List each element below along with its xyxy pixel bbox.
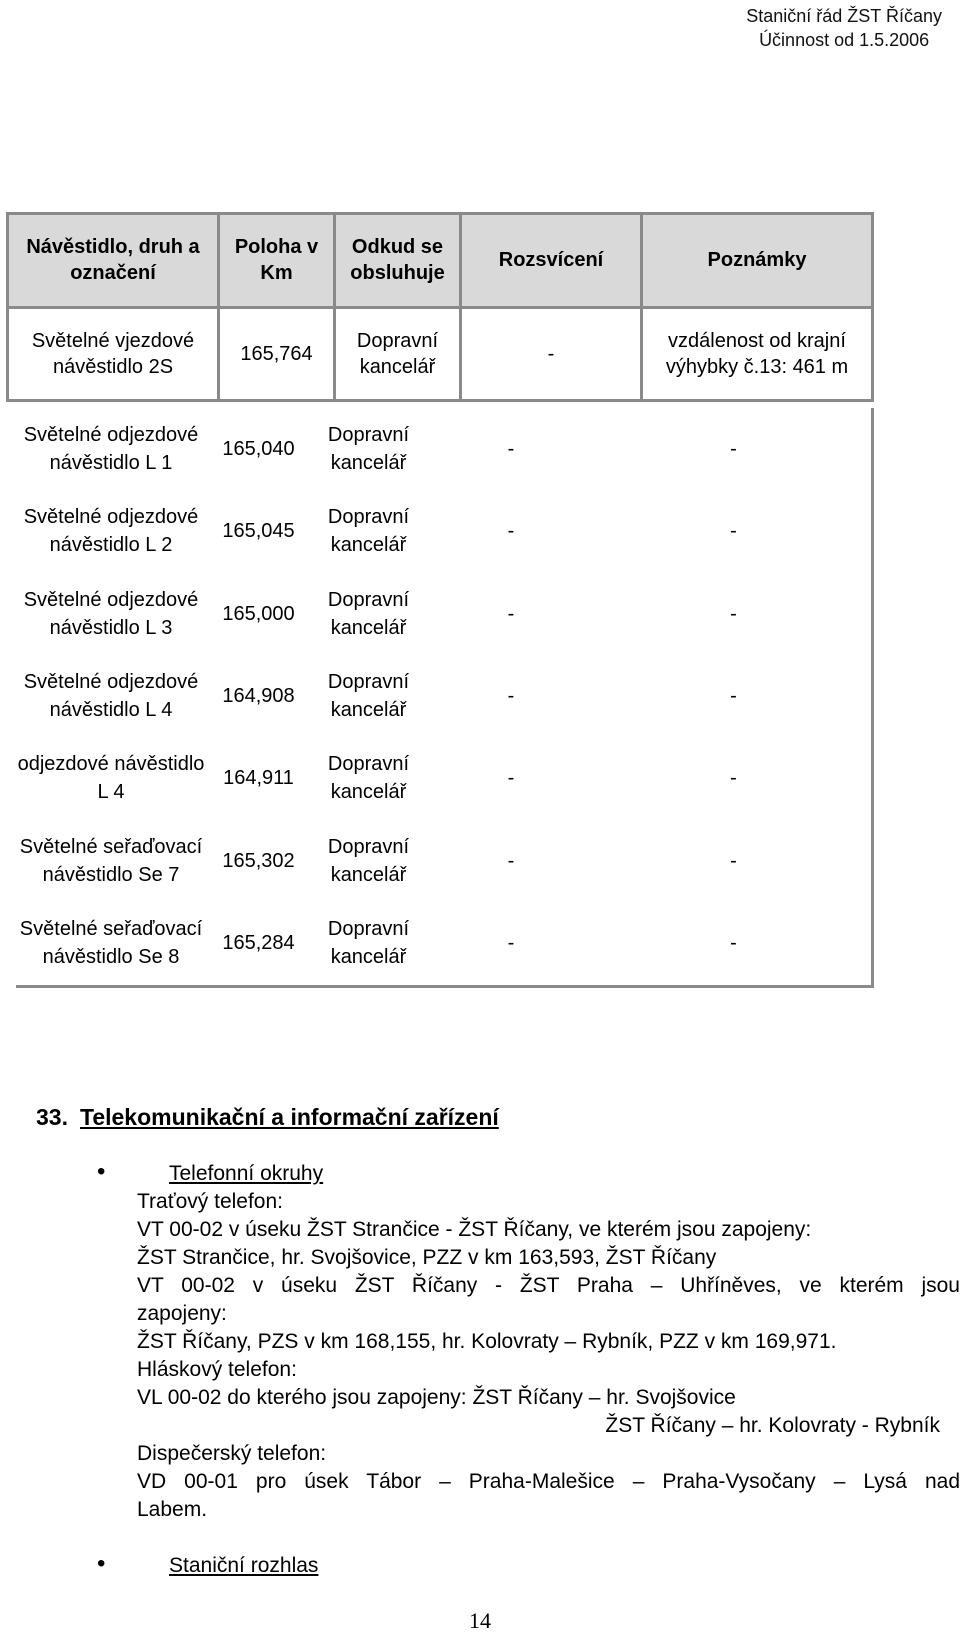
table-header-row [8,214,873,308]
signal-name: Světelné odjezdové návěstidlo L 2 [23,506,199,557]
page-number: 14 [469,1608,491,1633]
paragraph-line: ŽST Říčany, PZS v km 168,155, hr. Kolovraty – Rybník, PZZ v km 169,971. [137,1330,837,1353]
paragraph-line: VL 00-02 do kterého jsou zapojeny: ŽST Říčany – hr. Svojšovice [137,1386,736,1409]
signal-lighting: - [507,685,515,708]
signal-name: odjezdové návěstidlo L 4 [17,753,205,804]
signal-name: Světelné odjezdové návěstidlo L 1 [23,424,199,475]
signal-name: Světelné seřaďovací návěstidlo Se 8 [19,918,203,969]
signal-operated-from: Dopravní kancelář [335,307,461,401]
signal-lighting: - [507,520,515,543]
signal-km: 165,040 [222,438,295,461]
table-row [16,408,873,490]
table-row [16,902,873,987]
station-pa-heading: Staniční rozhlas [169,1554,319,1577]
signal-lighting: - [461,307,642,401]
table-row [16,655,873,737]
paragraph-line: zapojeny: [137,1302,227,1325]
signal-km: 165,045 [222,520,295,543]
signal-km: 165,000 [222,602,295,625]
section-title: Telekomunikační a informační zařízení [79,1104,499,1130]
signal-km: 164,911 [223,767,294,790]
col-notes: Poznámky [642,214,873,308]
signal-operated-from: Dopravní kancelář [327,506,410,557]
signal-note: - [730,932,737,955]
signals-table-body [16,408,874,988]
signals-table-header [6,212,874,402]
signal-lighting: - [507,602,515,625]
header-title: Staniční řád ŽST Říčany [746,6,942,26]
paragraph-line: VT 00-02 v úseku ŽST Říčany - ŽST Praha – Uhříněves, ve kterém jsou [137,1274,960,1297]
table-row [16,490,873,572]
section-number: 33. [36,1104,68,1130]
table-row [16,573,873,655]
signal-operated-from: Dopravní kancelář [327,588,410,639]
signal-note: - [730,849,737,872]
signal-name: Světelné odjezdové návěstidlo L 3 [23,588,199,639]
col-position: Poloha v Km [219,214,335,308]
block-phone-label: Hláskový telefon: [137,1358,297,1381]
page-header [746,4,942,52]
signal-operated-from: Dopravní kancelář [327,918,410,969]
track-phone-label: Traťový telefon: [137,1190,283,1213]
signal-note: - [730,520,737,543]
signal-operated-from: Dopravní kancelář [327,753,410,804]
paragraph-line: ŽST Strančice, hr. Svojšovice, PZZ v km 163,593, ŽST Říčany [137,1246,717,1269]
paragraph-line: VT 00-02 v úseku ŽST Strančice - ŽST Říčany, ve kterém jsou zapojeny: [137,1218,812,1241]
signal-km: 165,764 [219,307,335,401]
table-row [16,820,873,902]
signal-km: 164,908 [222,685,295,708]
paragraph-line: VD 00-01 pro úsek Tábor – Praha-Malešice – Praha-Vysočany – Lysá nad [137,1470,960,1493]
col-operated-from: Odkud se obsluhuje [335,214,461,308]
dispatcher-phone-label: Dispečerský telefon: [137,1442,327,1465]
signal-operated-from: Dopravní kancelář [327,835,410,886]
signal-lighting: - [507,849,515,872]
signal-note: - [730,685,737,708]
signal-operated-from: Dopravní kancelář [327,424,410,475]
signal-note: vzdálenost od krajní výhybky č.13: 461 m [642,307,873,401]
signal-km: 165,284 [222,932,295,955]
paragraph-line: Labem. [137,1498,208,1521]
signal-note: - [730,438,737,461]
signal-lighting: - [507,767,515,790]
section-heading [36,1104,499,1131]
list-item [133,1160,960,1188]
signal-lighting: - [507,932,515,955]
table-row [16,737,873,819]
signal-km: 165,302 [222,849,295,872]
list-item [133,1552,960,1580]
signal-name: Světelné odjezdové návěstidlo L 4 [23,671,199,722]
col-signal: Návěstidlo, druh a označení [8,214,219,308]
col-lighting: Rozsvícení [461,214,642,308]
paragraph-line: ŽST Říčany – hr. Kolovraty - Rybník [605,1414,940,1437]
telephone-circuits-heading: Telefonní okruhy [169,1162,324,1185]
signal-note: - [730,767,737,790]
signal-name: Světelné seřaďovací návěstidlo Se 7 [19,835,203,886]
signal-operated-from: Dopravní kancelář [327,671,410,722]
table-row [8,307,873,401]
telecom-content [137,1160,960,1580]
header-effective-date: Účinnost od 1.5.2006 [759,30,930,50]
signal-name: Světelné vjezdové návěstidlo 2S [8,307,219,401]
signal-note: - [730,602,737,625]
signal-lighting: - [507,438,515,461]
